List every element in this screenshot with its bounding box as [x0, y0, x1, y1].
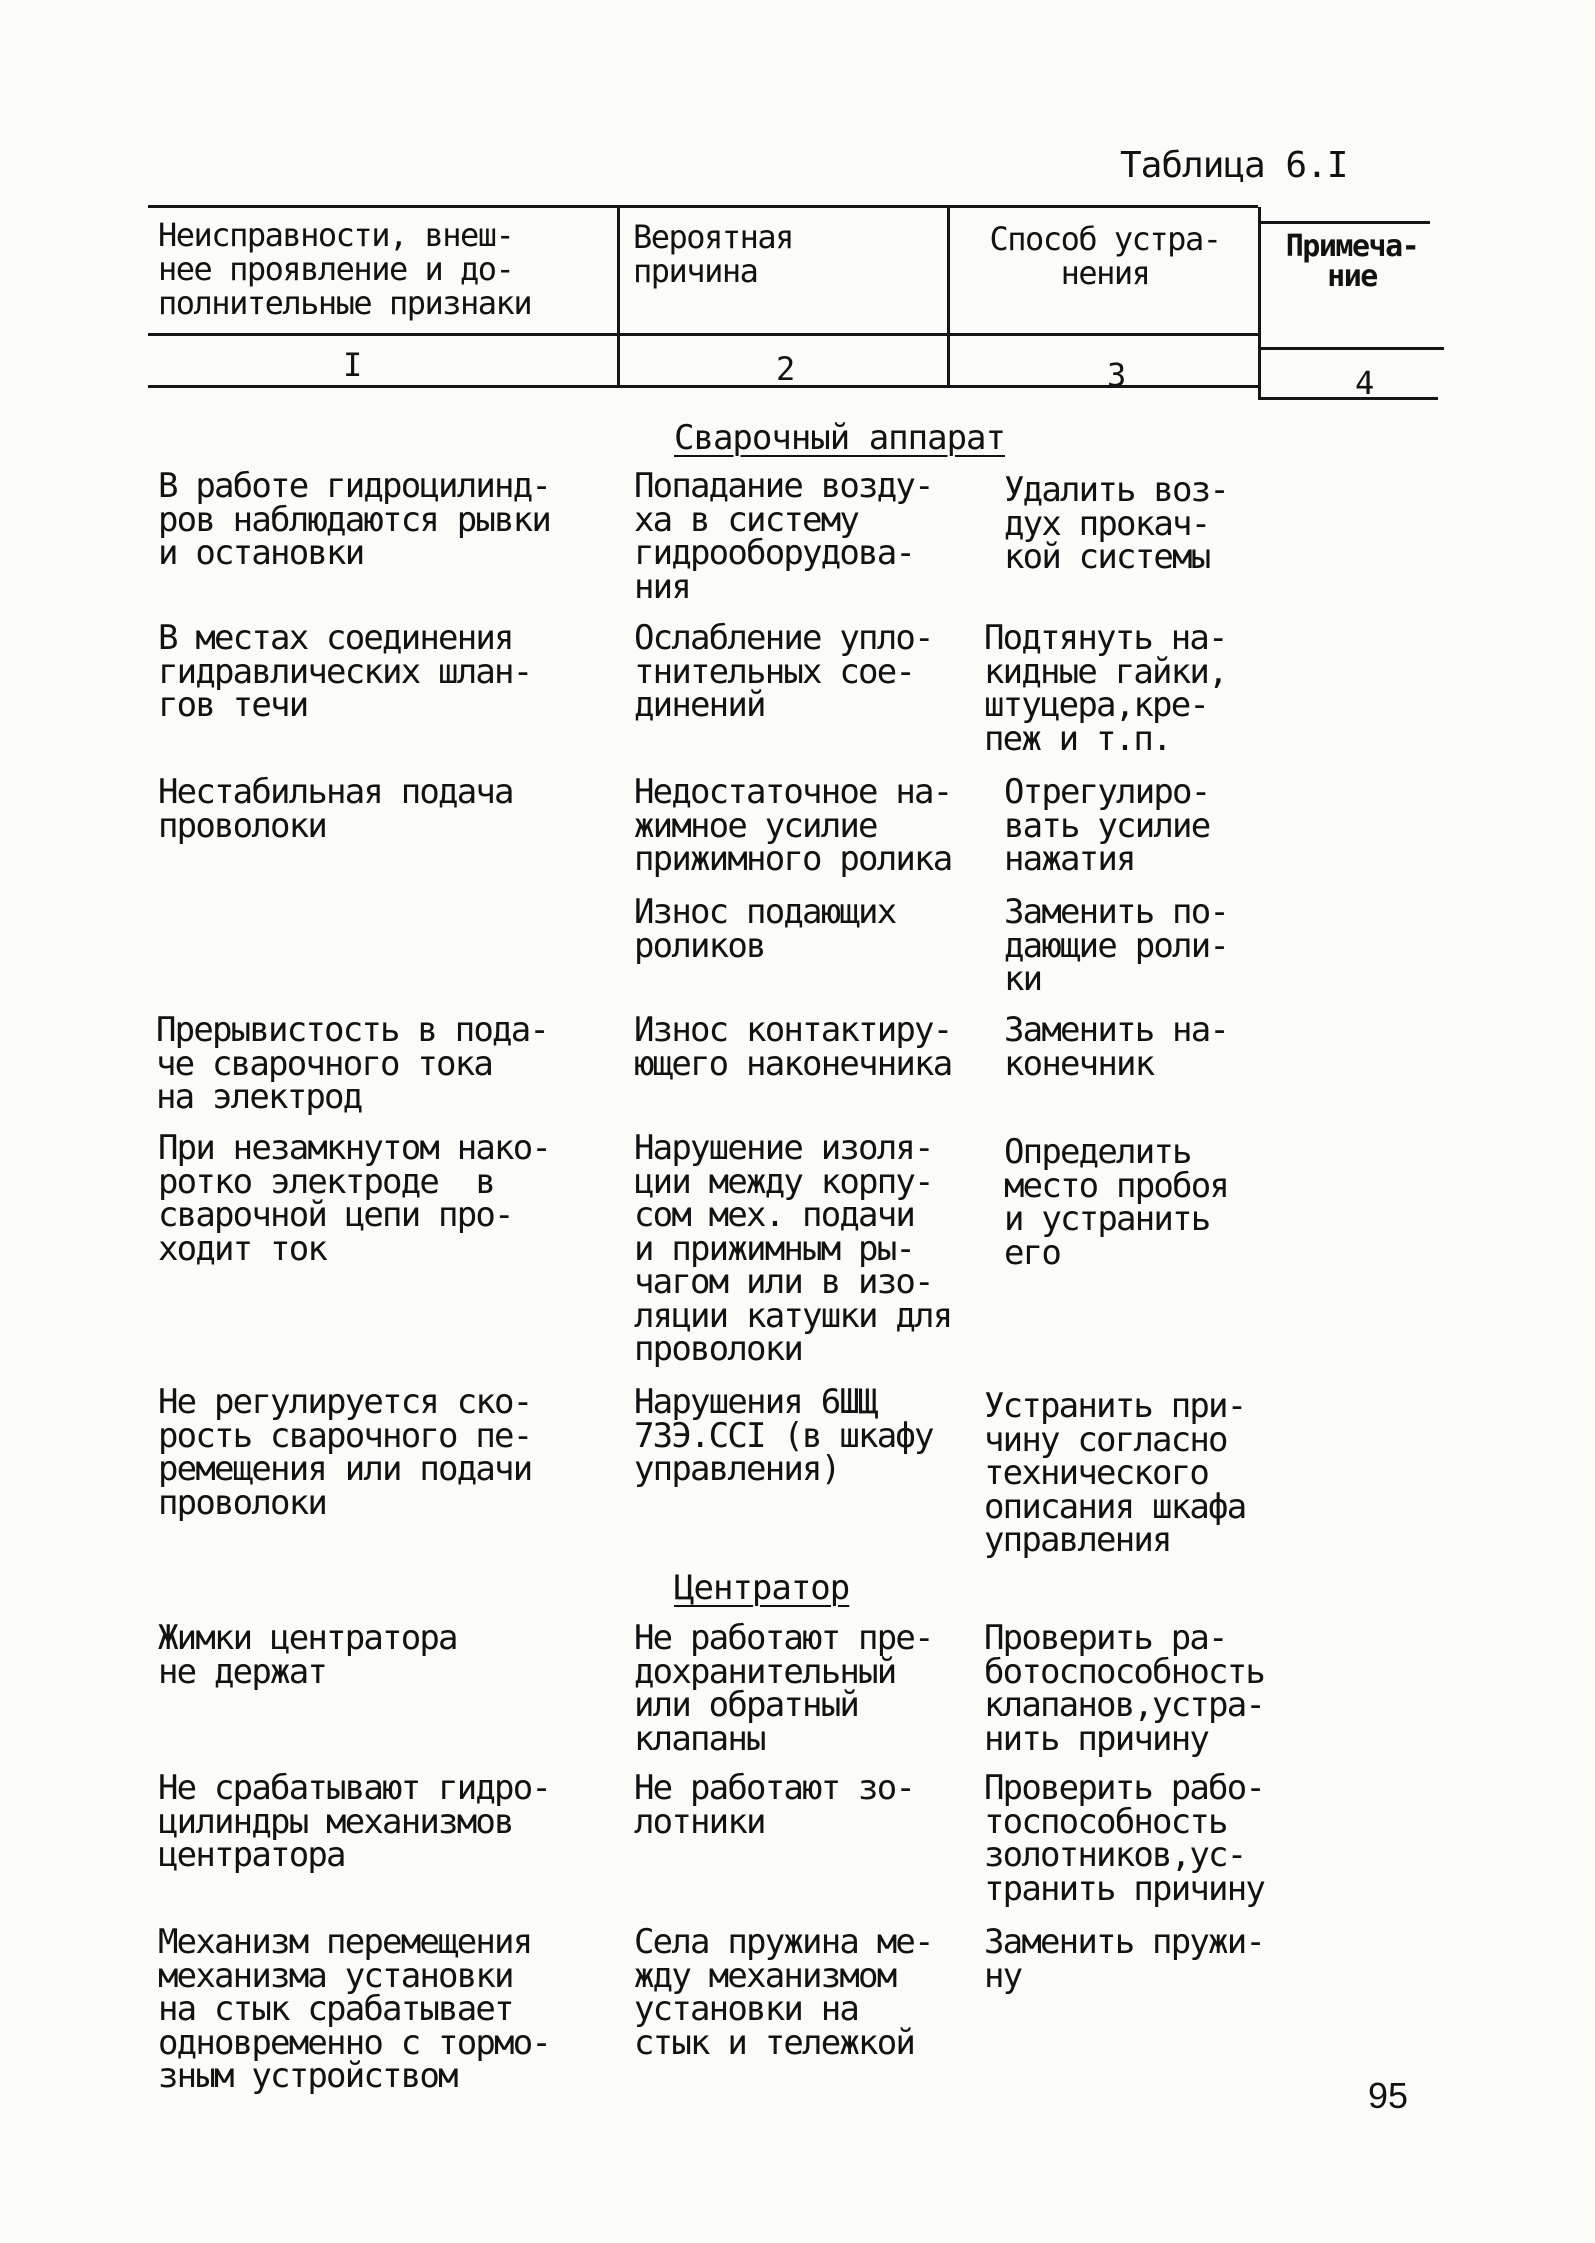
remedy-cell: Определить место пробоя и устранить его	[1004, 1132, 1229, 1273]
header-bottom-rule	[148, 333, 1258, 336]
remedy-cell: Заменить пружи- ну	[984, 1922, 1265, 1996]
cause-cell: Не работают пре- дохранительный или обратный клапаны	[634, 1618, 933, 1759]
column-divider-2	[947, 207, 950, 387]
column-number-2: 2	[776, 350, 796, 388]
fault-cell: В местах соединения гидравлических шлан- гов течи	[158, 618, 532, 725]
fault-cell: В работе гидроцилинд- ров наблюдаются рывки и остановки	[158, 466, 551, 573]
cause-cell: Села пружина ме- жду механизмом установки на стык и тележкой	[634, 1922, 933, 2063]
column-divider-3	[1258, 207, 1261, 397]
header-cause: Вероятная причина	[633, 218, 793, 290]
remedy-cell: Заменить по- дающие роли- ки	[1004, 892, 1229, 999]
header-note: Примеча- ние	[1285, 229, 1419, 294]
remedy-cell: Отрегулиро- вать усилие нажатия	[1004, 772, 1210, 879]
remedy-cell: Проверить ра- ботоспособность клапанов,устра- нить причину	[984, 1618, 1265, 1759]
cause-cell: Не работают зо- лотники	[634, 1768, 915, 1842]
remedy-cell: Проверить рабо- тоспособность золотников,ус- транить причину	[984, 1768, 1265, 1909]
header-bottom-rule-right	[1258, 347, 1444, 350]
header-faults: Неисправности, внеш- нее проявление и до- полнительные признаки	[158, 216, 532, 322]
numbers-bottom-rule-right	[1258, 397, 1438, 400]
remedy-cell: Устранить при- чину согласно технического описания шкафа управления	[984, 1386, 1246, 1560]
fault-cell: Механизм перемещения механизма установки на стык срабатывает одновременно с тормо- зным устройством	[158, 1922, 551, 2096]
column-number-3: 3	[1107, 356, 1127, 394]
header-remedy: Способ устра- нения	[989, 220, 1221, 292]
remedy-cell: Подтянуть на- кидные гайки, штуцера,кре- пеж и т.п.	[984, 618, 1227, 759]
table-title: Таблица 6.I	[1120, 145, 1348, 186]
cause-cell: Нарушения 6ШЩ 73Э.ССI (в шкафу управления)	[634, 1382, 933, 1489]
remedy-cell: Удалить воз- дух прокач- кой системы	[1004, 470, 1229, 577]
header-top-rule	[148, 205, 1258, 208]
cause-cell: Нарушение изоля- ции между корпу- сом мех. подачи и прижимным ры- чагом или в изо- ляции катушки для проволоки	[634, 1128, 952, 1369]
fault-cell: Нестабильная подача проволоки	[158, 772, 513, 846]
fault-cell: При незамкнутом нако- ротко электроде в сварочной цепи про- ходит ток	[158, 1128, 551, 1269]
fault-cell: Не регулируется ско- рость сварочного пе- ремещения или подачи проволоки	[158, 1382, 532, 1523]
column-number-1: I	[343, 346, 363, 384]
cause-cell: Износ подающих роликов	[634, 892, 896, 966]
fault-cell: Прерывистость в пода- че сварочного тока на электрод	[156, 1010, 549, 1117]
section-heading: Сварочный аппарат	[674, 418, 1005, 458]
column-number-4: 4	[1355, 364, 1375, 402]
fault-cell: Не срабатывают гидро- цилиндры механизмов центратора	[158, 1768, 551, 1875]
cause-cell: Попадание возду- ха в систему гидрооборудова- ния	[634, 466, 933, 607]
cause-cell: Ослабление упло- тнительных сое- динений	[634, 618, 933, 725]
fault-cell: Жимки центратора не держат	[158, 1618, 457, 1692]
cause-cell: Недостаточное на- жимное усилие прижимного ролика	[634, 772, 952, 879]
section-heading: Центратор	[674, 1568, 850, 1608]
cause-cell: Износ контактиру- ющего наконечника	[634, 1010, 952, 1084]
header-top-rule-right	[1258, 221, 1430, 224]
remedy-cell: Заменить на- конечник	[1004, 1010, 1229, 1084]
column-divider-1	[617, 207, 620, 387]
page-number: 95	[1368, 2075, 1409, 2116]
numbers-bottom-rule	[148, 385, 1258, 388]
